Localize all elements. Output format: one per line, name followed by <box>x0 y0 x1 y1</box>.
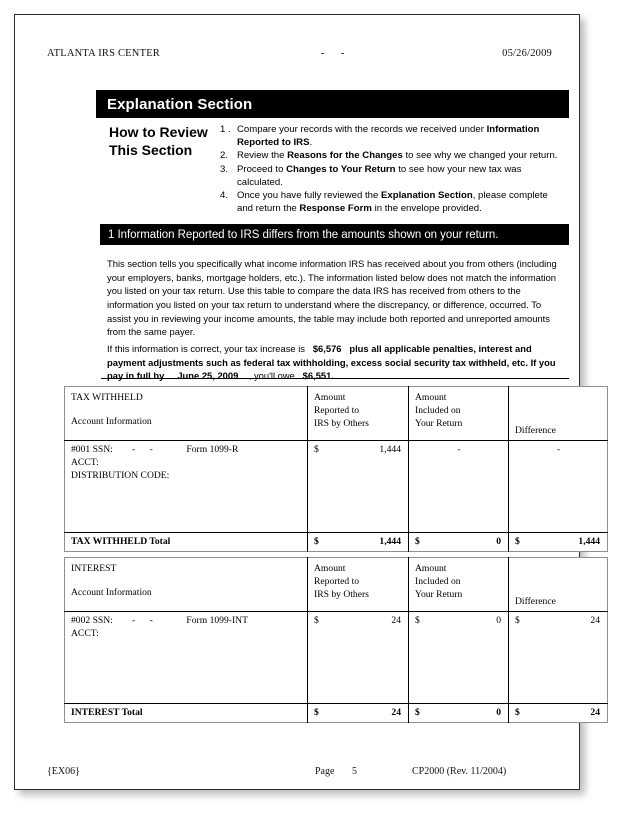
currency-symbol: $ <box>314 707 319 719</box>
irs-center-name: ATLANTA IRS CENTER <box>47 48 161 59</box>
page-number: 5 <box>352 766 357 777</box>
total-included-value: 0 <box>496 536 501 548</box>
tax-increase-amount: $6,576 <box>312 343 342 354</box>
row-reported-amount <box>308 441 409 533</box>
step-text-pre: Compare your records with the records we received under <box>237 124 487 135</box>
table-row <box>65 441 608 533</box>
currency-symbol: $ <box>314 615 319 627</box>
currency-symbol: $ <box>415 615 420 627</box>
step-text-pre: Review the <box>237 150 288 162</box>
exhibit-code: {EX06} <box>47 766 80 777</box>
row-included-amount <box>409 612 509 704</box>
row-acct-line: ACCT: <box>71 456 99 468</box>
header-reported-line2: Reported to <box>314 576 360 588</box>
step-text-pre: Once you have fully reviewed the <box>237 190 381 202</box>
header-reported-line3: IRS by Others <box>314 418 369 430</box>
step-text-post: , please complete and return the <box>237 190 548 214</box>
notice-date: 05/26/2009 <box>502 48 552 59</box>
row-account-details <box>65 612 308 704</box>
amount-owed-lead-text: , you'll owe <box>248 370 295 382</box>
table-total-row <box>65 533 608 552</box>
row-ssn-form-line: #002 SSN: - - Form 1099-INT <box>71 615 248 627</box>
step-text-bold-2: Response Form <box>299 202 372 214</box>
total-included-amount <box>409 533 509 552</box>
explanation-section-banner: Explanation Section <box>96 90 569 118</box>
header-included-line3: Your Return <box>415 589 463 601</box>
section-1-paragraph-2 <box>107 342 562 383</box>
header-reported-line2: Reported to <box>314 405 360 417</box>
how-to-review-title <box>109 124 229 160</box>
pay-by-date: June 25, 2009 <box>177 370 239 382</box>
table-header-row <box>65 387 608 441</box>
header-included-line1: Amount <box>415 392 447 403</box>
reported-value: 1,444 <box>379 444 401 456</box>
header-reported-line1: Amount <box>314 563 346 574</box>
account-information-label: Account Information <box>71 587 152 599</box>
total-reported-value: 24 <box>391 707 401 719</box>
total-included-value: 0 <box>496 707 501 719</box>
step-text-post: to see why we changed your return. <box>402 150 558 162</box>
row-reported-amount <box>308 612 409 704</box>
step-text-post-2: in the envelope provided. <box>371 202 482 214</box>
row-difference-amount <box>509 612 608 704</box>
total-difference-value: 24 <box>590 707 600 719</box>
step-text-bold: Changes to Your Return <box>286 163 396 175</box>
header-cell-included <box>409 558 509 612</box>
tax-increase-mid-text: plus all applicable penalties, interest and payment adjustments such as federal tax withholding, excess social security tax withheld, etc. If you pay in full by <box>107 343 556 382</box>
header-included-line2: Included on <box>415 576 461 588</box>
row-acct-line: ACCT: <box>71 627 99 639</box>
header-reported-line1: Amount <box>314 392 346 403</box>
how-to-step-1 <box>220 124 565 150</box>
header-included-line3: Your Return <box>415 418 463 430</box>
step-text-bold: Explanation Section <box>381 190 473 202</box>
form-identifier: CP2000 (Rev. 11/2004) <box>412 766 507 777</box>
step-text-post: . <box>309 136 313 148</box>
header-cell-difference <box>509 387 608 441</box>
paragraph-2-end-punctuation: . <box>331 370 334 382</box>
header-cell-account <box>65 558 308 612</box>
difference-value: 24 <box>590 615 600 627</box>
step-number: 1 . <box>220 124 231 135</box>
row-ssn-form-line: #001 SSN: - - Form 1099-R <box>71 444 239 456</box>
account-information-label: Account Information <box>71 416 152 428</box>
table-category-label: INTEREST <box>71 563 117 574</box>
reported-value: 24 <box>391 615 401 627</box>
total-difference-value: 1,444 <box>578 536 600 548</box>
redacted-taxpayer-identifier: - - <box>321 48 352 59</box>
step-text-bold: Reasons for the Changes <box>287 150 403 162</box>
step-text-bold: Information Reported to IRS <box>237 124 540 148</box>
currency-symbol: $ <box>515 707 520 719</box>
table-category-label: TAX WITHHELD <box>71 392 143 403</box>
how-to-review-title-line1: How to Review <box>109 124 208 140</box>
amount-owed: $6,551 <box>302 370 332 382</box>
row-account-details <box>65 441 308 533</box>
step-number: 4. <box>220 190 229 202</box>
currency-symbol: $ <box>415 536 420 548</box>
total-reported-amount <box>308 533 409 552</box>
total-reported-value: 1,444 <box>379 536 401 548</box>
row-distribution-code-line: DISTRIBUTION CODE: <box>71 469 170 481</box>
how-to-step-3 <box>220 164 565 190</box>
header-cell-account <box>65 387 308 441</box>
header-difference-label: Difference <box>515 425 556 436</box>
included-value: 0 <box>496 615 501 627</box>
currency-symbol: $ <box>515 615 520 627</box>
step-number: 2. <box>220 150 229 162</box>
total-difference-amount <box>509 704 608 723</box>
header-cell-reported <box>308 387 409 441</box>
total-label: INTEREST Total <box>65 704 308 723</box>
header-included-line1: Amount <box>415 563 447 574</box>
currency-symbol: $ <box>314 444 319 456</box>
tax-increase-lead-text: If this information is correct, your tax increase is <box>107 343 305 354</box>
currency-symbol: $ <box>515 536 520 548</box>
total-reported-amount <box>308 704 409 723</box>
page-label: Page <box>315 766 335 777</box>
header-cell-difference <box>509 558 608 612</box>
total-difference-amount <box>509 533 608 552</box>
section-divider-rule <box>101 378 569 379</box>
header-cell-included <box>409 387 509 441</box>
header-difference-label: Difference <box>515 596 556 607</box>
section-1-paragraph-1: This section tells you specifically what income information IRS has received about you from others (including your employers, banks, mortgage holders, etc.). The information listed below does not match the information you listed on your tax return. Use this table to compare the data IRS has received from others to the information you listed on your tax return to understand where the discrepancy, or difference, occurred. To assist you in reviewing your income amounts, the table may include both reported and unreported amounts from the same payer. <box>107 258 557 338</box>
table-row <box>65 612 608 704</box>
document-page <box>14 14 600 790</box>
how-to-step-4 <box>220 190 565 216</box>
section-1-banner: 1 Information Reported to IRS differs from the amounts shown on your return. <box>100 224 569 245</box>
header-reported-line3: IRS by Others <box>314 589 369 601</box>
row-included-amount: - <box>409 441 509 533</box>
currency-symbol: $ <box>415 707 420 719</box>
how-to-review-steps <box>220 124 565 216</box>
step-number: 3. <box>220 163 229 175</box>
how-to-step-2 <box>220 150 565 163</box>
how-to-review-title-line2: This Section <box>109 141 193 158</box>
step-text-pre: Proceed to <box>237 163 287 175</box>
tax-withheld-table <box>64 386 608 552</box>
table-header-row <box>65 558 608 612</box>
total-label: TAX WITHHELD Total <box>65 533 308 552</box>
currency-symbol: $ <box>314 536 319 548</box>
step-text-post: to see how your new tax was calculated. <box>237 163 522 188</box>
header-included-line2: Included on <box>415 405 461 417</box>
row-difference-amount: - <box>509 441 608 533</box>
interest-table <box>64 557 608 723</box>
total-included-amount <box>409 704 509 723</box>
header-cell-reported <box>308 558 409 612</box>
table-total-row <box>65 704 608 723</box>
document-header <box>47 48 552 59</box>
